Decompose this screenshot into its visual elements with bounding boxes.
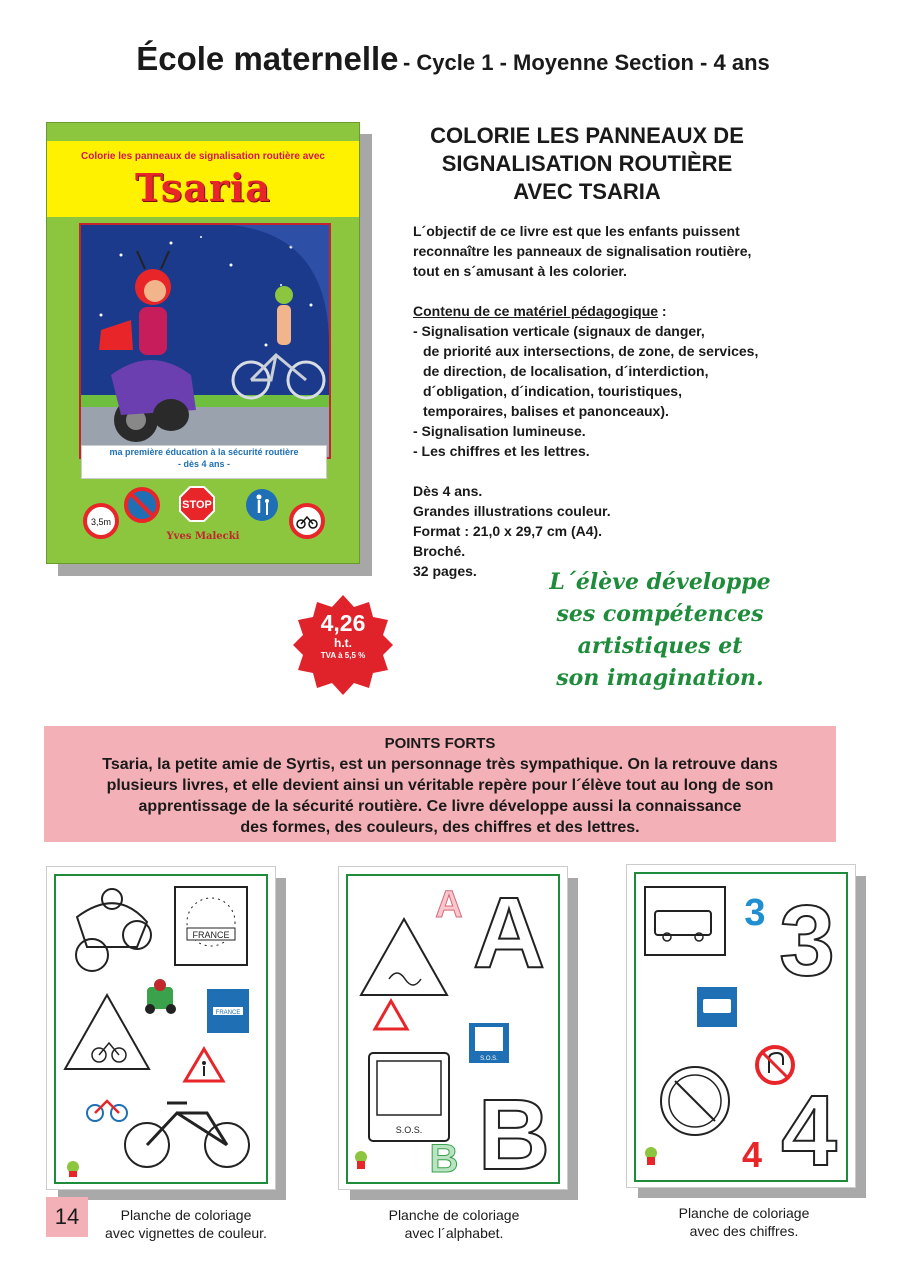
detail-line: Grandes illustrations couleur. bbox=[413, 503, 611, 519]
digit-4-outline: 4 bbox=[781, 1075, 837, 1175]
points-forts-line: apprentissage de la sécurité routière. Ce livre développe aussi la connaissance bbox=[138, 798, 742, 815]
bus-sign-outline-icon bbox=[645, 887, 725, 955]
points-forts-text bbox=[44, 754, 836, 838]
slogan-line: L´élève développe bbox=[549, 569, 771, 595]
contents-line: - Les chiffres et les lettres. bbox=[413, 443, 590, 459]
letter-b-color: B bbox=[429, 1137, 459, 1177]
price-tax: TVA à 5,5 % bbox=[320, 651, 366, 660]
slippery-road-outline-icon bbox=[361, 919, 447, 995]
caption-line: avec des chiffres. bbox=[689, 1223, 799, 1239]
digit-3-color: 3 bbox=[744, 892, 766, 934]
france-sign-color-text: FRANCE bbox=[215, 1010, 241, 1016]
points-forts-line: plusieurs livres, et elle devient ainsi un véritable repère pour l´élève tout au long de son bbox=[106, 777, 774, 794]
pedestrian-sign-icon bbox=[246, 489, 278, 521]
speed-sign-text: 3,5m bbox=[90, 517, 112, 527]
caption-line: Planche de coloriage bbox=[388, 1207, 520, 1223]
sample-page-alphabet bbox=[338, 866, 568, 1190]
cycle-warning-outline-icon bbox=[65, 995, 149, 1069]
points-forts-line: Tsaria, la petite amie de Syrtis, est un personnage très sympathique. On la retrouve dans bbox=[102, 756, 778, 773]
slogan-line: ses compétences bbox=[556, 601, 764, 627]
caption-line: Planche de coloriage bbox=[120, 1207, 252, 1223]
cover-scene-image bbox=[81, 225, 329, 457]
letter-a-color: A bbox=[435, 884, 463, 926]
detail-line: Format : 21,0 x 29,7 cm (A4). bbox=[413, 523, 603, 539]
intro-line: tout en s´amusant à les colorier. bbox=[413, 263, 627, 279]
detail-line: Dès 4 ans. bbox=[413, 483, 483, 499]
sos-large-text: S.O.S. bbox=[395, 1125, 423, 1135]
contents-line: temporaires, balises et panonceaux). bbox=[423, 403, 669, 419]
contents-line: - Signalisation lumineuse. bbox=[413, 423, 586, 439]
europe-sign-outline-icon bbox=[175, 887, 247, 965]
stop-sign-text: STOP bbox=[182, 499, 212, 511]
sample-caption bbox=[614, 1204, 874, 1240]
book-title-line: COLORIE LES PANNEAUX DE bbox=[430, 123, 744, 148]
price-unit: h.t. bbox=[334, 636, 352, 650]
cover-top-text: Colorie les panneaux de signalisation routière avec bbox=[81, 151, 325, 162]
points-forts-line: des formes, des couleurs, des chiffres et des lettres. bbox=[240, 819, 640, 836]
france-sign-text: FRANCE bbox=[192, 930, 230, 940]
letter-b-outline: B bbox=[477, 1079, 551, 1177]
sos-small-text: S.O.S. bbox=[480, 1056, 498, 1062]
contents-line: d´obligation, d´indication, touristiques, bbox=[423, 383, 682, 399]
page-header bbox=[0, 40, 906, 78]
caption-line: avec vignettes de couleur. bbox=[105, 1225, 267, 1241]
detail-line: Broché. bbox=[413, 543, 466, 559]
slogan-line: artistiques et bbox=[577, 633, 743, 659]
header-title: École maternelle bbox=[136, 40, 399, 77]
slippery-road-color-icon bbox=[375, 1001, 407, 1029]
cover-banner-line1: ma première éducation à la sécurité routière bbox=[109, 447, 299, 457]
points-forts-box bbox=[44, 726, 836, 842]
alphabet-illustration bbox=[349, 877, 557, 1177]
vignettes-illustration bbox=[57, 877, 265, 1177]
book-description bbox=[413, 221, 843, 581]
book-title bbox=[392, 122, 782, 206]
book-cover bbox=[46, 122, 360, 564]
detail-line: 32 pages. bbox=[413, 563, 477, 579]
sample-caption bbox=[56, 1206, 316, 1242]
contents-line: - Signalisation verticale (signaux de danger, bbox=[413, 323, 705, 339]
slogan-line: son imagination. bbox=[556, 665, 764, 691]
book-title-line: AVEC TSARIA bbox=[513, 179, 661, 204]
price-value: 4,26 bbox=[320, 610, 366, 636]
cover-illustration bbox=[79, 223, 331, 459]
digit-4-color: 4 bbox=[741, 1134, 763, 1175]
caption-line: avec l´alphabet. bbox=[404, 1225, 504, 1241]
cover-banner-line2: - dès 4 ans - bbox=[177, 459, 231, 469]
sample-page-digits bbox=[626, 864, 856, 1188]
sample-caption bbox=[324, 1206, 584, 1242]
book-title-line: SIGNALISATION ROUTIÈRE bbox=[441, 151, 733, 176]
digits-illustration bbox=[637, 875, 845, 1175]
letter-a-outline: A bbox=[472, 877, 546, 989]
digit-3-outline: 3 bbox=[779, 885, 835, 997]
price-badge bbox=[293, 610, 393, 662]
sample-page-vignettes bbox=[46, 866, 276, 1190]
cover-author: Yves Malecki bbox=[166, 531, 240, 542]
intro-line: L´objectif de ce livre est que les enfants puissent bbox=[413, 223, 740, 239]
cover-title: Tsaria bbox=[135, 165, 271, 210]
header-subtitle: - Cycle 1 - Moyenne Section - 4 ans bbox=[402, 50, 770, 75]
caption-line: Planche de coloriage bbox=[678, 1205, 810, 1221]
contents-heading: Contenu de ce matériel pédagogique bbox=[413, 303, 659, 319]
contents-line: de priorité aux intersections, de zone, de services, bbox=[423, 343, 759, 359]
slogan bbox=[515, 566, 805, 694]
cover-banner bbox=[81, 445, 327, 479]
points-forts-heading: POINTS FORTS bbox=[384, 735, 496, 752]
contents-heading-row bbox=[413, 301, 843, 321]
intro-line: reconnaître les panneaux de signalisation routière, bbox=[413, 243, 752, 259]
contents-colon: : bbox=[658, 303, 667, 319]
page-number: 14 bbox=[46, 1197, 88, 1237]
contents-line: de direction, de localisation, d´interdiction, bbox=[423, 363, 709, 379]
